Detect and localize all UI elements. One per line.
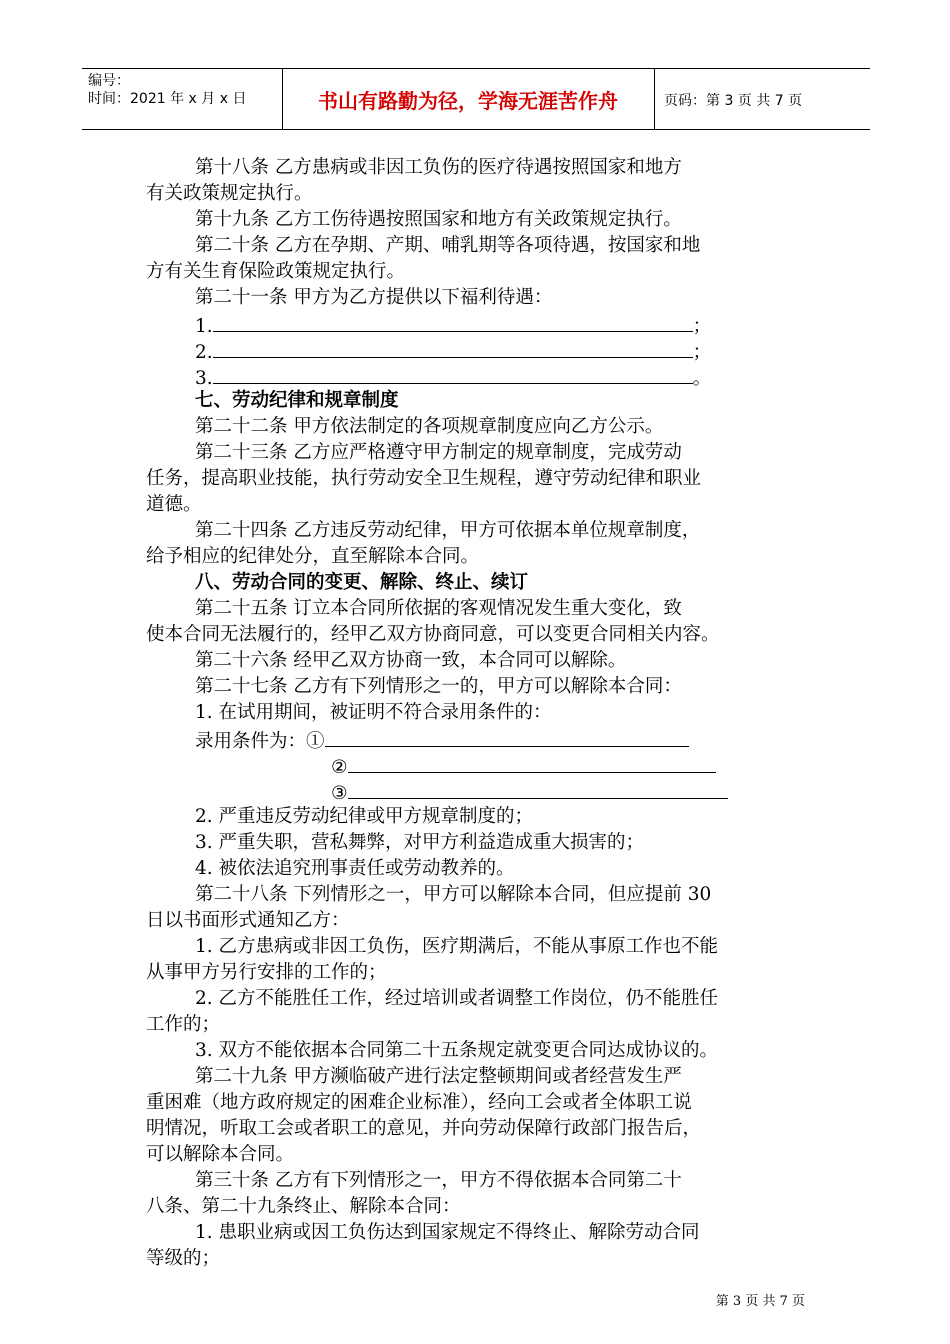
article-23-line-3: 道德。 (146, 494, 202, 515)
condition-3-marker: ③ (331, 783, 348, 804)
article-28-item-2-line-2: 工作的； (146, 1014, 221, 1035)
article-28-item-2-line-1: 2. 乙方不能胜任工作，经过培训或者调整工作岗位，仍不能胜任 (195, 988, 719, 1009)
article-19: 第十九条 乙方工伤待遇按照国家和地方有关政策规定执行。 (195, 209, 682, 230)
article-30-line-1: 第三十条 乙方有下列情形之一，甲方不得依据本合同第二十 (195, 1170, 682, 1191)
article-27: 第二十七条 乙方有下列情形之一的，甲方可以解除本合同： (195, 676, 682, 697)
article-23-line-1: 第二十三条 乙方应严格遵守甲方制定的规章制度，完成劳动 (195, 442, 682, 463)
time-label: 时间：2021 年 x 月 x 日 (88, 91, 247, 107)
article-28-line-2: 日以书面形式通知乙方： (146, 910, 350, 931)
article-30-item-1-line-2: 等级的； (146, 1248, 221, 1269)
welfare-item-2-num: 2. (195, 342, 213, 363)
header-meta (82, 69, 283, 129)
article-20-line-1: 第二十条 乙方在孕期、产期、哺乳期等各项待遇，按国家和地 (195, 235, 701, 256)
welfare-item-3-end: 。 (692, 368, 712, 389)
section-8-heading: 八、劳动合同的变更、解除、终止、续订 (195, 572, 529, 593)
welfare-item-2 (195, 337, 711, 366)
article-27-item-1: 1. 在试用期间，被证明不符合录用条件的： (195, 702, 552, 723)
article-25-line-1: 第二十五条 订立本合同所依据的客观情况发生重大变化，致 (195, 598, 682, 619)
article-29-line-1: 第二十九条 甲方濒临破产进行法定整顿期间或者经营发生严 (195, 1066, 682, 1087)
welfare-item-1 (195, 311, 711, 340)
article-23-line-2: 任务，提高职业技能，执行劳动安全卫生规程，遵守劳动纪律和职业 (146, 468, 702, 489)
header-motto: 书山有路勤为径，学海无涯苦作舟 (282, 69, 655, 129)
page-header (82, 68, 870, 130)
article-30-item-1-line-1: 1. 患职业病或因工负伤达到国家规定不得终止、解除劳动合同 (195, 1222, 700, 1243)
hiring-conditions-3 (331, 778, 728, 807)
page-label: 页码：第 3 页 共 7 页 (664, 93, 803, 109)
article-28-item-1-line-2: 从事甲方另行安排的工作的； (146, 962, 387, 983)
article-29-line-3: 明情况，听取工会或者职工的意见，并向劳动保障行政部门报告后， (146, 1118, 702, 1139)
condition-blank-1[interactable] (325, 726, 689, 747)
article-28-line-1: 第二十八条 下列情形之一，甲方可以解除本合同，但应提前 30 (195, 884, 712, 905)
article-25-line-2: 使本合同无法履行的，经甲乙双方协商同意，可以变更合同相关内容。 (146, 624, 720, 645)
article-24-line-1: 第二十四条 乙方违反劳动纪律，甲方可依据本单位规章制度， (195, 520, 701, 541)
article-30-line-2: 八条、第二十九条终止、解除本合同： (146, 1196, 461, 1217)
condition-blank-2[interactable] (348, 752, 716, 773)
condition-2-marker: ② (331, 757, 348, 778)
article-21: 第二十一条 甲方为乙方提供以下福利待遇： (195, 287, 553, 308)
article-18-line-2: 有关政策规定执行。 (146, 183, 313, 204)
welfare-item-1-end: ； (692, 316, 712, 337)
hiring-conditions-label: 录用条件为：① (195, 731, 325, 752)
article-20-line-2: 方有关生育保险政策规定执行。 (146, 261, 406, 282)
welfare-item-3-num: 3. (195, 368, 213, 389)
welfare-blank-1[interactable] (213, 311, 693, 332)
hiring-conditions-2 (331, 752, 716, 781)
article-29-line-2: 重困难（地方政府规定的困难企业标准），经向工会或者全体职工说 (146, 1092, 692, 1113)
welfare-blank-3[interactable] (213, 363, 693, 384)
number-label: 编号： (88, 73, 130, 89)
article-24-line-2: 给予相应的纪律处分，直至解除本合同。 (146, 546, 480, 567)
article-18-line-1: 第十八条 乙方患病或非因工负伤的医疗待遇按照国家和地方 (195, 157, 682, 178)
article-26: 第二十六条 经甲乙双方协商一致，本合同可以解除。 (195, 650, 627, 671)
welfare-item-1-num: 1. (195, 316, 213, 337)
article-22: 第二十二条 甲方依法制定的各项规章制度应向乙方公示。 (195, 416, 664, 437)
page-footer: 第 3 页 共 7 页 (715, 1294, 805, 1309)
header-page (654, 69, 870, 129)
article-28-item-1-line-1: 1. 乙方患病或非因工负伤，医疗期满后，不能从事原工作也不能 (195, 936, 719, 957)
welfare-item-2-end: ； (692, 342, 712, 363)
welfare-blank-2[interactable] (213, 337, 693, 358)
article-27-item-2: 2. 严重违反劳动纪律或甲方规章制度的； (195, 806, 534, 827)
condition-blank-3[interactable] (348, 778, 728, 799)
article-28-item-3: 3. 双方不能依据本合同第二十五条规定就变更合同达成协议的。 (195, 1040, 719, 1061)
article-29-line-4: 可以解除本合同。 (146, 1144, 295, 1165)
article-27-item-3: 3. 严重失职，营私舞弊，对甲方利益造成重大损害的； (195, 832, 645, 853)
hiring-conditions-1 (195, 726, 689, 755)
section-7-heading: 七、劳动纪律和规章制度 (195, 390, 399, 411)
article-27-item-4: 4. 被依法追究刑事责任或劳动教养的。 (195, 858, 515, 879)
